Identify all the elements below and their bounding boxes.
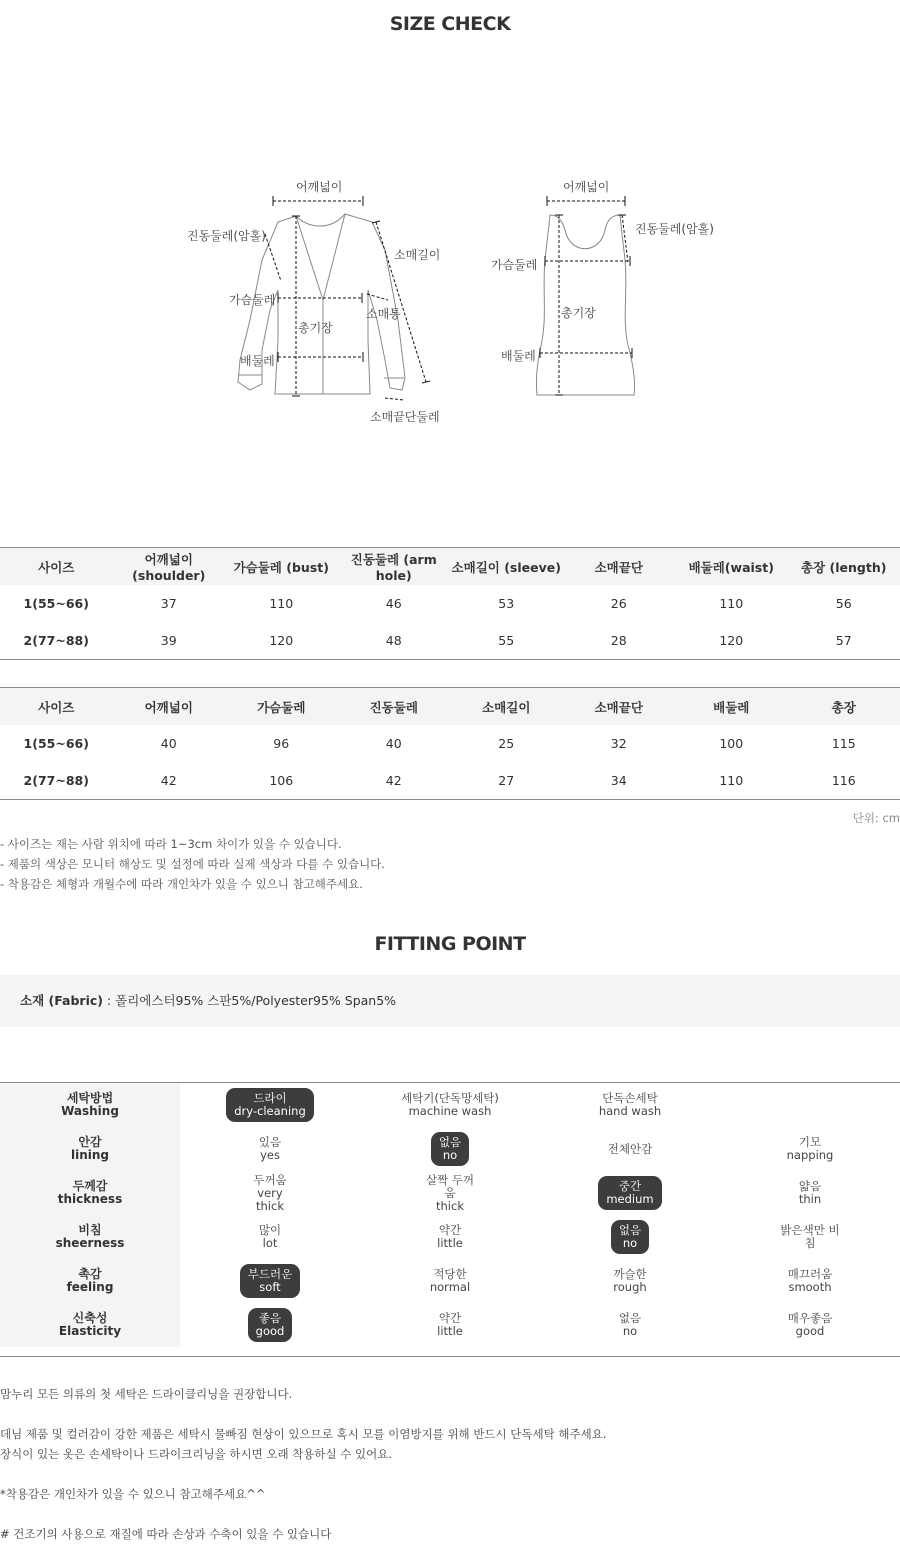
option-ko: 단독손세탁 [602,1091,658,1105]
row-header-ko: 안감 [78,1135,102,1149]
fitting-option [180,1303,360,1347]
fitting-row-header [0,1083,180,1127]
cardigan-armhole-label: 진동둘레(암홀) [187,229,266,243]
option-en: medium [606,1192,654,1206]
fitting-option [360,1083,540,1127]
column-header: 진동둘레 [338,688,451,726]
column-header: 배둘레 [675,688,788,726]
fitting-option [720,1127,900,1171]
fitting-option [360,1303,540,1347]
table-cell: 115 [831,736,856,751]
row-header-ko: 세탁방법 [66,1091,114,1105]
option-ko: 얇음 [798,1179,822,1193]
column-header: 소매끝단 [563,688,676,726]
column-header: 사이즈 [0,548,113,586]
size-cell: 2(77~88) [0,762,113,800]
row-header-en: thickness [57,1192,123,1206]
fitting-row-header [0,1303,180,1347]
unit-label: 단위: cm [852,811,900,825]
table-cell: 110 [269,596,294,611]
option-ko: 약간 [438,1223,462,1237]
spacer [0,1404,606,1424]
table-cell: 53 [498,596,515,611]
option-en: machine wash [408,1104,492,1118]
fitting-row-lining [0,1127,900,1171]
table-cell: 26 [610,596,627,611]
cardigan-sleeve-length-label: 소매길이 [394,248,441,262]
option-en: rough [613,1280,647,1294]
fitting-option-selected [611,1220,649,1254]
fitting-row-header [0,1215,180,1259]
table-cell: 106 [225,762,338,800]
option-ko: 있음 [258,1135,282,1149]
fitting-option [360,1259,540,1303]
row-header-ko: 두께감 [72,1179,108,1193]
fitting-row-header [0,1259,180,1303]
fitting-option [720,1215,900,1259]
option-ko: 까슬한 [613,1267,647,1281]
fabric-bar [0,975,900,1027]
table-cell: 57 [788,622,900,660]
option-en: no [622,1236,638,1250]
size-table-2 [0,687,900,800]
fitting-option [180,1259,360,1303]
table-cell: 55 [450,622,563,660]
row-header-ko: 촉감 [78,1267,102,1281]
care-line: # 건조기의 사용으로 재질에 따라 손상과 수축이 있을 수 있습니다 [0,1527,332,1541]
option-en: napping [786,1148,834,1162]
option-en: normal [429,1280,471,1294]
option-ko: 적당한 [433,1267,467,1281]
fitting-row-thickness [0,1171,900,1215]
size-table-1 [0,547,900,660]
column-header: 어깨넓이 (shoulder) [113,548,226,586]
size-cell: 1(55~66) [23,736,89,751]
tank-armhole-label: 진동둘레(암홀) [635,222,714,236]
table-row [0,762,900,800]
care-line: 맘누리 모든 의류의 첫 세탁은 드라이클리닝을 권장합니다. [0,1387,293,1401]
row-header-en: lining [70,1148,109,1162]
cardigan-shoulder-label: 어깨넓이 [296,180,343,194]
table-row [0,585,900,622]
table-cell: 25 [498,736,515,751]
note-line: - 사이즈는 재는 사람 위치에 따라 1~3cm 차이가 있을 수 있습니다. [0,837,342,851]
option-ko: 좋음 [258,1311,282,1325]
spacer [0,1464,606,1484]
table-cell: 56 [835,596,852,611]
fitting-option [180,1171,360,1215]
column-header: 진동둘레 (arm hole) [338,548,451,586]
size-cell: 2(77~88) [0,622,113,660]
column-header: 총장 [788,688,900,726]
row-header-ko: 비침 [78,1223,102,1237]
option-en: no [442,1148,458,1162]
option-ko: 밝은색만 비 침 [780,1223,840,1250]
option-en: very thick [256,1185,284,1213]
care-notes [0,1384,606,1544]
fitting-option [180,1215,360,1259]
care-line: 장식이 있는 옷은 손세탁이나 드라이크리닝을 하시면 오래 착용하실 수 있어요. [0,1447,393,1461]
option-ko: 없음 [438,1135,462,1149]
option-en: hand wash [598,1104,662,1118]
fitting-option-selected [598,1176,661,1210]
spacer [0,1504,606,1524]
option-ko: 두꺼움 [253,1172,287,1187]
fitting-row-feeling [0,1259,900,1303]
cardigan-cuff-label: 소매끝단둘레 [370,410,440,424]
fitting-option-selected [248,1308,293,1342]
fitting-row-elasticity [0,1303,900,1347]
option-ko: 매끄러움 [787,1267,833,1281]
option-en: little [437,1324,463,1338]
cardigan-bust-label: 가슴둘레 [229,293,276,307]
fitting-option [720,1171,900,1215]
column-header: 가슴둘레 [225,688,338,726]
fitting-option [360,1171,540,1215]
option-en: thick [436,1198,464,1213]
option-ko: 없음 [618,1223,642,1237]
option-ko: 매우좋음 [787,1311,833,1325]
row-header-en: Washing [61,1104,119,1118]
option-en: dry-cleaning [234,1104,306,1118]
fitting-option [180,1127,360,1171]
fitting-option [540,1127,720,1171]
fitting-row-header [0,1127,180,1171]
fitting-row-header [0,1171,180,1215]
care-line: *착용감은 개인차가 있을 수 있으니 참고해주세요^^ [0,1487,266,1501]
table-cell: 46 [385,596,402,611]
option-en: lot [262,1236,278,1250]
fitting-row-washing [0,1083,900,1127]
table-row [0,622,900,660]
table-cell: 40 [385,736,402,751]
table-header-row [0,688,900,726]
fitting-point-title: FITTING POINT [374,933,526,955]
option-en: thin [798,1192,822,1206]
option-en: smooth [788,1280,832,1294]
fitting-table [0,1082,900,1357]
option-ko: 중간 [618,1179,642,1193]
table-cell: 48 [338,622,451,660]
cardigan-length-label: 총기장 [298,321,333,335]
option-ko: 약간 [438,1311,462,1325]
size-notes [0,834,385,894]
cardigan-waist-label: 배둘레 [240,354,275,368]
fitting-option [720,1259,900,1303]
option-en: little [437,1236,463,1250]
column-header: 총장 (length) [788,548,900,586]
fitting-option [540,1259,720,1303]
size-cell: 1(55~66) [23,596,89,611]
option-en: yes [260,1148,280,1162]
option-en: good [255,1324,285,1338]
table-cell: 96 [273,736,290,751]
size-check-title: SIZE CHECK [389,13,511,35]
fitting-option [360,1215,540,1259]
column-header: 소매길이 [450,688,563,726]
fabric-label: 소재 (Fabric) [20,993,103,1008]
row-header-en: sheerness [55,1236,125,1250]
table-cell: 120 [225,622,338,660]
table-cell: 110 [719,596,744,611]
table-cell: 39 [113,622,226,660]
table-cell: 42 [113,762,226,800]
fitting-option-selected [240,1264,300,1298]
fitting-option [540,1215,720,1259]
tank-waist-label: 배둘레 [501,349,536,363]
fitting-option [720,1303,900,1347]
tank-shoulder-label: 어깨넓이 [563,180,610,194]
fitting-option [540,1083,720,1127]
table-cell: 42 [338,762,451,800]
fitting-option [540,1303,720,1347]
column-header: 배둘레(waist) [675,548,788,586]
note-line: - 제품의 색상은 모니터 해상도 및 설정에 따라 실제 색상과 다를 수 있습니다. [0,857,385,871]
fitting-option-selected [226,1088,314,1122]
table-cell: 40 [160,736,177,751]
option-ko: 많이 [258,1223,282,1237]
fitting-option [540,1171,720,1215]
table-cell: 100 [719,736,744,751]
column-header: 소매길이 (sleeve) [450,548,563,586]
table-cell: 32 [610,736,627,751]
option-ko: 살짝 두꺼 움 [425,1172,475,1200]
column-header: 사이즈 [0,688,113,726]
option-en: soft [259,1280,281,1294]
option-ko: 없음 [618,1311,642,1325]
tank-length-label: 총기장 [561,306,596,320]
table-cell: 28 [563,622,676,660]
care-line: 데님 제품 및 컬러감이 강한 제품은 세탁시 물빠짐 현상이 있으므로 혹시 모를 이염방지를 위해 반드시 단독세탁 해주세요. [0,1427,607,1441]
table-row [0,725,900,762]
table-cell: 116 [788,762,900,800]
row-header-en: Elasticity [58,1324,122,1338]
option-ko: 부드러운 [247,1267,293,1281]
table-header-row [0,548,900,586]
table-cell: 120 [675,622,788,660]
table-cell: 34 [563,762,676,800]
fitting-row-sheerness [0,1215,900,1259]
table-cell: 27 [450,762,563,800]
cardigan-sleeve-width-label: 소매통 [366,307,401,321]
note-line: - 착용감은 체형과 개월수에 따라 개인차가 있을 수 있으니 참고해주세요. [0,877,363,891]
option-en: no [622,1324,638,1338]
table-cell: 110 [675,762,788,800]
option-en: good [795,1324,825,1338]
row-header-ko: 신축성 [72,1311,108,1325]
fitting-option [360,1127,540,1171]
option-ko: 드라이 [253,1091,287,1105]
tank-bust-label: 가슴둘레 [491,258,538,272]
fitting-option [180,1083,360,1127]
fitting-option-selected [431,1132,469,1166]
option-ko: 기모 [798,1135,822,1149]
column-header: 가슴둘레 (bust) [225,548,338,586]
table-cell: 37 [160,596,177,611]
column-header: 어깨넓이 [113,688,226,726]
row-header-en: feeling [66,1280,114,1294]
size-diagram [0,150,900,450]
option-ko: 세탁기(단독망세탁) [401,1091,499,1105]
garment-illustration [0,150,900,450]
column-header: 소매끝단 [563,548,676,586]
fabric-value: : 폴리에스터95% 스판5%/Polyester95% Span5% [102,993,397,1008]
option-ko: 전체안감 [607,1141,653,1156]
